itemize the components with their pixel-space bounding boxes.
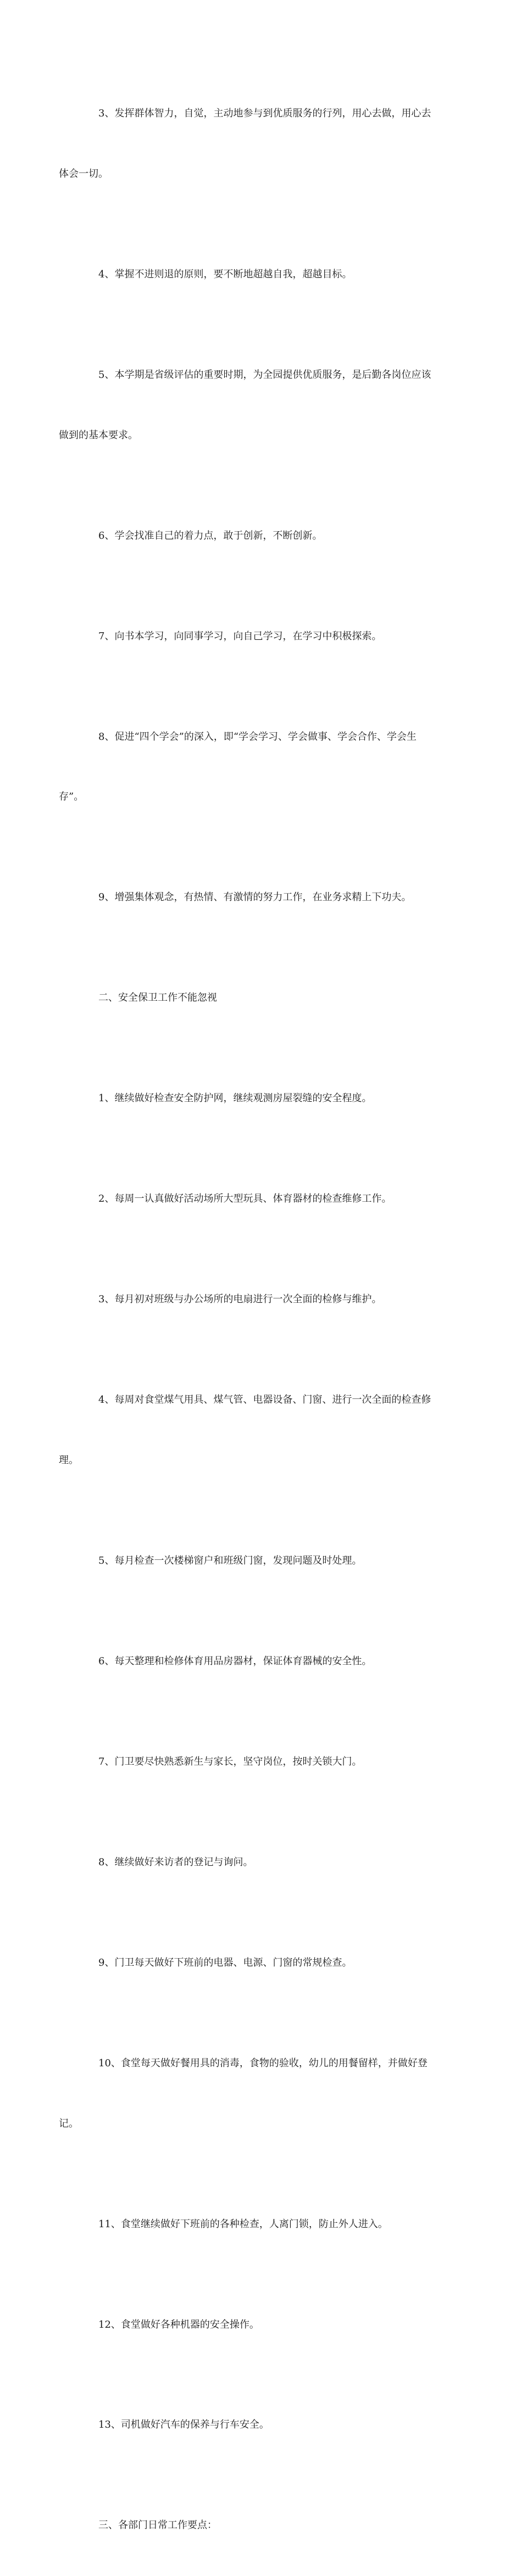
paragraph-safety-4 xyxy=(59,1350,444,1511)
text-line: 12、食堂做好各种机器的安全操作。 xyxy=(98,2318,259,2330)
text-line: 11、食堂继续做好下班前的各种检查，人离门锁，防止外人进入。 xyxy=(98,2218,388,2230)
paragraph-item-8-four-learnings xyxy=(59,687,444,847)
paragraph-safety-3 xyxy=(79,1250,444,1350)
text-line: 2、每周一认真做好活动场所大型玩具、体育器材的检查维修工作。 xyxy=(98,1193,392,1205)
paragraph-safety-12 xyxy=(79,2274,444,2375)
paragraph-safety-11 xyxy=(79,2174,444,2274)
text-line: 存”。 xyxy=(59,791,84,803)
text-line: 4、每周对食堂煤气用具、煤气管、电器设备、门窗、进行一次全面的检查修 xyxy=(98,1394,431,1406)
text-line: 做到的基本要求。 xyxy=(59,429,138,441)
paragraph-safety-2 xyxy=(79,1149,444,1250)
paragraph-safety-10 xyxy=(59,2014,444,2174)
text-line: 三、各部门日常工作要点： xyxy=(98,2519,217,2532)
paragraph-safety-7 xyxy=(79,1712,444,1813)
paragraph-item-5-evaluation xyxy=(59,325,444,486)
text-line: 4、掌握不进则退的原则，要不断地超越自我，超越目标。 xyxy=(98,268,352,280)
paragraph-item-3-service xyxy=(59,64,444,225)
text-line: 9、门卫每天做好下班前的电器、电源、门窗的常规检查。 xyxy=(98,1956,352,1969)
paragraph-item-9-teamwork xyxy=(79,847,444,948)
text-line: 8、促进“四个学会”的深入，即“学会学习、学会做事、学会合作、学会生 xyxy=(98,731,417,743)
paragraph-safety-8 xyxy=(79,1813,444,1913)
text-line: 6、每天整理和检修体育用品房器材，保证体育器械的安全性。 xyxy=(98,1655,372,1667)
text-line: 3、每月初对班级与办公场所的电扇进行一次全面的检修与维护。 xyxy=(98,1293,382,1306)
paragraph-safety-1 xyxy=(79,1049,444,1149)
text-line: 5、本学期是省级评估的重要时期，为全园提供优质服务，是后勤各岗位应该 xyxy=(98,369,431,381)
paragraph-safety-5 xyxy=(79,1511,444,1612)
text-line: 体会一切。 xyxy=(59,168,108,180)
paragraph-safety-13 xyxy=(79,2375,444,2475)
text-line: 理。 xyxy=(59,1454,79,1466)
text-line: 7、门卫要尽快熟悉新生与家长，坚守岗位，按时关锁大门。 xyxy=(98,1755,362,1767)
section-heading-daily-work xyxy=(79,2475,444,2576)
text-line: 6、学会找准自己的着力点，敢于创新，不断创新。 xyxy=(98,529,323,542)
document-page xyxy=(59,64,444,2576)
section-heading-safety xyxy=(79,948,444,1049)
text-line: 记。 xyxy=(59,2117,79,2129)
text-line: 13、司机做好汽车的保养与行车安全。 xyxy=(98,2419,269,2431)
text-line: 3、发挥群体智力，自觉，主动地参与到优质服务的行列，用心去做，用心去 xyxy=(98,108,431,120)
text-line: 9、增强集体观念，有热情、有激情的努力工作，在业务求精上下功夫。 xyxy=(98,891,412,904)
text-line: 7、向书本学习，向同事学习，向自己学习，在学习中积极探索。 xyxy=(98,630,382,642)
text-line: 8、继续做好来访者的登记与询问。 xyxy=(98,1856,253,1868)
paragraph-safety-6 xyxy=(79,1612,444,1712)
paragraph-item-6-innovation xyxy=(79,486,444,586)
paragraph-item-4-principle xyxy=(79,225,444,325)
text-line: 二、安全保卫工作不能忽视 xyxy=(98,992,217,1004)
text-line: 5、每月检查一次楼梯窗户和班级门窗，发现问题及时处理。 xyxy=(98,1554,362,1566)
paragraph-item-7-learning xyxy=(79,586,444,687)
text-line: 1、继续做好检查安全防护网，继续观测房屋裂缝的安全程度。 xyxy=(98,1092,372,1105)
text-line: 10、食堂每天做好餐用具的消毒，食物的验收，幼儿的用餐留样，并做好登 xyxy=(98,2057,427,2069)
paragraph-safety-9 xyxy=(79,1913,444,2014)
